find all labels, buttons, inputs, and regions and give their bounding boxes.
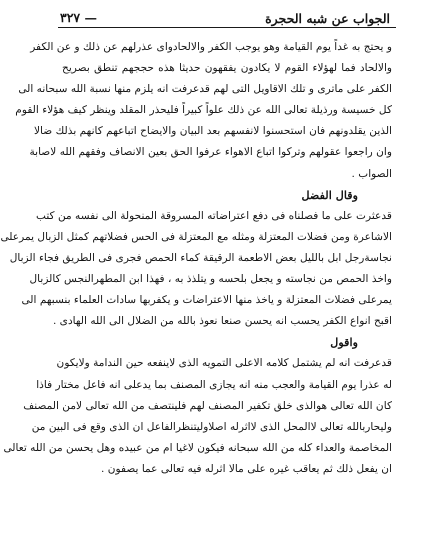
page-body	[0, 37, 392, 480]
text-line: و يحتج به غداً يوم القيامة وهو يوجب الكفر والالحادوای عذرلهم عن ذلك و عن الكفر	[30, 41, 392, 53]
text-line: والالحاد فما لهؤلاء القوم لا يكادون يفقهون حديثا هذه حججهم تنطق بصريح	[62, 62, 392, 75]
page-number: — ٣٢٧	[60, 10, 98, 25]
running-title: الجواب عن شبه الحجرة	[265, 11, 390, 26]
text-line: ان يفعل ذلك ثم يعاقب غيره على مالا اثرله فيه تعالى عما يصفون .	[100, 462, 392, 475]
text-line: الذين يقلدونهم فان استحسنوا لانفسهم بعد البيان والايضاح اتباعهم كانهم بذلك ضالا	[33, 125, 392, 138]
text-line: المخاصمة والعداء كله من الله سبحانه فيكون لاغيا ام من عبيده وهل يحسن من الله تعالى	[3, 441, 392, 454]
text-line: واخذ الحمص من نجاسته و يجعل بلحسه و يتلذذ به ، فهذا ابن المطهرالنجس كالزبال	[29, 273, 392, 286]
text-line: الصواب .	[351, 167, 392, 180]
section-heading: واقول	[330, 335, 358, 350]
text-line: قدعثرت على ما فصلناه فى دفع اعتراضاته المسروقة المنحولة الى نفسه من كتب	[35, 209, 392, 222]
text-line: كان الله تعالى هوالذى خلق تكفير المصنف لهم فلينتصف من الله تعالى لامن المصنف	[23, 399, 392, 412]
text-line: يمرعلى فضلات المعتزلة و ياخذ منها الاعتراضات و يكفربها سادات العلماء بنسبهم الى	[21, 294, 392, 307]
text-line: قدعرفت انه لم يشتمل كلامه الاعلى التمويه الذى لاينفعه حين الندامة ولايكون	[56, 357, 392, 370]
running-header	[58, 7, 396, 31]
text-line: نجاسةرجل ابل بالليل بعض الاطعمة الرقيقة كماء الحمص فجرى فى الطريق فجاء الزبال	[9, 251, 392, 264]
text-line: وليحاربالله تعالى لاالمحل الذى لااثرله اصلاوليتنظرالفاعل ان الذى وقع فى البين من	[31, 420, 392, 433]
text-line: له عذرا يوم القيامة والعجب منه انه يجازى المصنف بما يدعلى انه فاعل مختار فاذا	[36, 378, 392, 391]
section-heading: وقال الفضل	[301, 187, 358, 202]
text-line: وان راجعوا عقولهم وتركوا اتباع الاهواء عرفوا الحق بعين الانصاف وفقهم الله لاصابة	[29, 146, 392, 159]
text-line: اقبح انواع الكفر يحسب انه يحسن صنعا نعوذ بالله من الضلال الى الله الهادى .	[52, 315, 392, 328]
text-line: الكفر على ماترى و تلك الاقاويل التى لهم قدعرفت انه يلزم منها نسبة الله سبحانه الى	[18, 83, 392, 96]
document-page	[0, 7, 396, 527]
text-line: الاشاعرة ومن فضلات المعتزلة ومثله مع المعتزلة فى الحس فضلاتهم كمثل الزبال يمرعلى	[0, 230, 392, 243]
text-line: كل خسيسة ورذيلة تعالى الله عن ذلك علواً كبيراً فليحذر المقلد وينظر كيف هؤلاء القوم	[15, 104, 392, 117]
header-rule	[58, 27, 396, 28]
